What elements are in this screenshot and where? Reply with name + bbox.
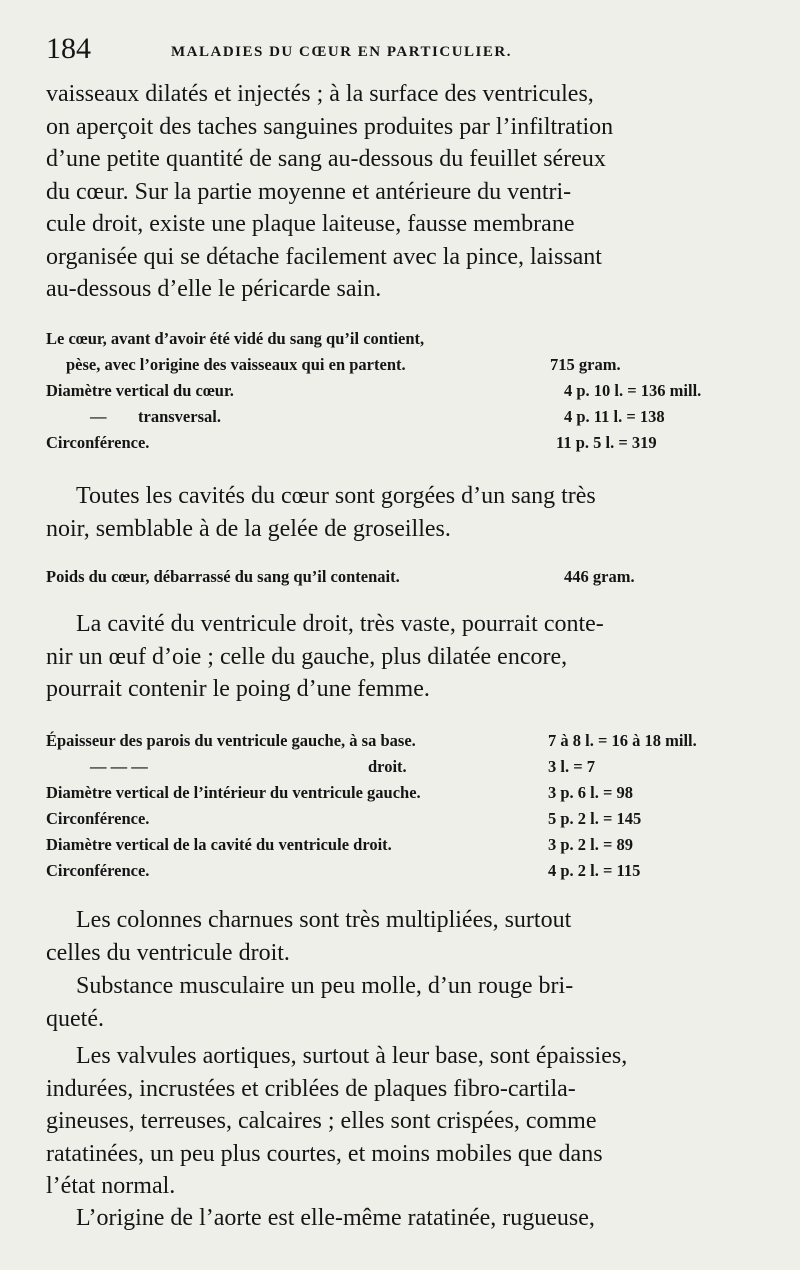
running-head: MALADIES DU CŒUR EN PARTICULIER. bbox=[171, 44, 512, 60]
row-label: Diamètre vertical de la cavité du ventricule droit. bbox=[46, 835, 392, 854]
table-row bbox=[46, 564, 754, 590]
text-line: La cavité du ventricule droit, très vaste, pourrait conte- bbox=[76, 611, 604, 637]
row-label: Diamètre vertical de l’intérieur du ventricule gauche. bbox=[46, 783, 421, 802]
paragraph-1 bbox=[46, 78, 754, 306]
table-row bbox=[46, 832, 754, 858]
row-value: 446 gram. bbox=[564, 567, 635, 586]
row-value: 11 p. 5 l. = 319 bbox=[556, 433, 657, 452]
text-line: Les colonnes charnues sont très multipliées, surtout bbox=[76, 907, 572, 933]
row-value: 3 l. = 7 bbox=[548, 757, 595, 776]
paragraph-2 bbox=[46, 480, 754, 545]
text-line: au-dessous d’elle le péricarde sain. bbox=[46, 276, 382, 302]
text-line: d’une petite quantité de sang au-dessous du feuillet séreux bbox=[46, 146, 606, 172]
text-line: cule droit, existe une plaque laiteuse, fausse membrane bbox=[46, 211, 575, 237]
row-label: Circonférence. bbox=[46, 809, 150, 828]
row-label: Circonférence. bbox=[46, 433, 150, 452]
row-label: Circonférence. bbox=[46, 861, 150, 880]
row-value: 4 p. 11 l. = 138 bbox=[564, 407, 665, 426]
row-label: pèse, avec l’origine des vaisseaux qui en partent. bbox=[66, 355, 406, 374]
row-value: 4 p. 10 l. = 136 mill. bbox=[564, 381, 702, 400]
row-label: droit. bbox=[368, 757, 407, 776]
measurement-table-3 bbox=[46, 728, 754, 884]
text-line: L’origine de l’aorte est elle-même ratatinée, rugueuse, bbox=[76, 1205, 595, 1231]
paragraph-5 bbox=[46, 970, 754, 1035]
row-label: Le cœur, avant d’avoir été vidé du sang qu’il contient, bbox=[46, 329, 425, 348]
table-row bbox=[46, 404, 754, 430]
text-line: organisée qui se détache facilement avec la pince, laissant bbox=[46, 243, 602, 270]
table-row bbox=[46, 352, 754, 378]
row-label: Poids du cœur, débarrassé du sang qu’il contenait. bbox=[46, 567, 400, 586]
text-line: indurées, incrustées et criblées de plaques fibro-cartila- bbox=[46, 1075, 576, 1102]
text-line: noir, semblable à de la gelée de groseilles. bbox=[46, 515, 451, 542]
table-row bbox=[46, 430, 754, 456]
table-row bbox=[46, 780, 754, 806]
row-value: 7 à 8 l. = 16 à 18 mill. bbox=[548, 731, 697, 750]
row-label: Épaisseur des parois du ventricule gauche, à sa base. bbox=[46, 731, 416, 750]
text-line: Les valvules aortiques, surtout à leur base, sont épaissies, bbox=[76, 1043, 628, 1069]
page-header bbox=[46, 32, 766, 72]
text-line: l’état normal. bbox=[46, 1173, 176, 1199]
table-row bbox=[46, 728, 754, 754]
row-label: Diamètre vertical du cœur. bbox=[46, 381, 234, 400]
measurement-table-1 bbox=[46, 326, 754, 456]
table-row bbox=[46, 326, 754, 352]
table-row bbox=[46, 858, 754, 884]
text-line: celles du ventricule droit. bbox=[46, 939, 290, 966]
text-line: gineuses, terreuses, calcaires ; elles sont crispées, comme bbox=[46, 1108, 597, 1134]
text-line: ratatinées, un peu plus courtes, et moins mobiles que dans bbox=[46, 1140, 603, 1167]
row-value: 4 p. 2 l. = 115 bbox=[548, 861, 641, 880]
text-line: on aperçoit des taches sanguines produites par l’infiltration bbox=[46, 113, 614, 140]
page-number: 184 bbox=[46, 32, 91, 65]
text-line: Substance musculaire un peu molle, d’un rouge bri- bbox=[76, 973, 574, 999]
paragraph-4 bbox=[46, 904, 754, 969]
ditto-dashes: — — — bbox=[90, 757, 148, 776]
table-row bbox=[46, 754, 754, 780]
row-value: 3 p. 2 l. = 89 bbox=[548, 835, 634, 854]
text-line: vaisseaux dilatés et injectés ; à la surface des ventricules, bbox=[46, 81, 594, 107]
table-row bbox=[46, 378, 754, 404]
row-value: 715 gram. bbox=[550, 355, 621, 374]
table-row bbox=[46, 806, 754, 832]
ditto-dash: — bbox=[90, 407, 107, 426]
text-line: queté. bbox=[46, 1005, 104, 1032]
text-line: pourrait contenir le poing d’une femme. bbox=[46, 676, 430, 702]
text-line: nir un œuf d’oie ; celle du gauche, plus dilatée encore, bbox=[46, 643, 568, 670]
text-line: du cœur. Sur la partie moyenne et antérieure du ventri- bbox=[46, 178, 572, 205]
paragraph-7 bbox=[46, 1202, 754, 1235]
measurement-table-2 bbox=[46, 564, 754, 590]
paragraph-6 bbox=[46, 1040, 754, 1203]
text-line: Toutes les cavités du cœur sont gorgées d’un sang très bbox=[76, 483, 596, 509]
row-value: 5 p. 2 l. = 145 bbox=[548, 809, 642, 828]
paragraph-3 bbox=[46, 608, 754, 706]
row-value: 3 p. 6 l. = 98 bbox=[548, 783, 634, 802]
row-label: transversal. bbox=[138, 407, 221, 426]
